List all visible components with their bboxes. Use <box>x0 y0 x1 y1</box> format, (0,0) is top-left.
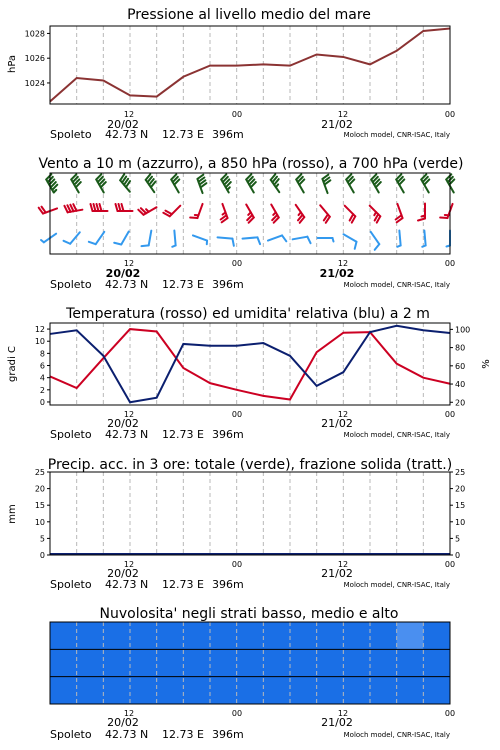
rh-y-ticks <box>450 325 470 407</box>
wind-barb-700hpa <box>396 174 404 192</box>
model-credit: Moloch model, CNR-ISAC, Italy <box>343 281 450 289</box>
cloud-cell <box>423 677 450 704</box>
wind-barb-700hpa <box>146 174 156 192</box>
wind-barb-staff <box>399 231 400 246</box>
wind-barb-10m <box>193 235 207 244</box>
wind-barb-feather <box>375 244 380 250</box>
wind-barb-half-feather <box>333 238 334 242</box>
wind-barb-half-feather <box>172 245 175 246</box>
cloud-x-tick-label: 12 <box>337 709 349 718</box>
wind-barb-half-feather <box>223 212 226 214</box>
cloud-panel <box>50 606 455 741</box>
temp-rh-x-tick-label: 12 <box>123 410 135 419</box>
wind-barb-half-feather <box>397 245 400 246</box>
station-lon: 12.73 E <box>162 278 204 291</box>
cloud-station-info <box>50 728 244 741</box>
wind-barb-feather <box>418 219 425 221</box>
precip-y-tick-label-right: 15 <box>455 501 466 511</box>
wind-barb-half-feather <box>273 212 276 215</box>
wind-barb-700hpa <box>71 174 81 192</box>
wind-barb-700hpa <box>120 174 130 192</box>
wind-barb-850hpa <box>246 205 254 223</box>
pressure-x-tick-label: 00 <box>444 110 456 119</box>
wind-barb-10m <box>141 231 151 247</box>
wind-barb-850hpa <box>64 204 82 212</box>
wind-barb-700hpa <box>46 174 57 192</box>
wind-barb-10m <box>344 234 357 249</box>
station-lon: 12.73 E <box>162 428 204 441</box>
wind-barb-10m <box>318 238 334 242</box>
station-lon: 12.73 E <box>162 728 204 741</box>
wind-barb-half-feather <box>248 212 251 215</box>
cloud-cell <box>237 622 264 649</box>
cloud-cell <box>397 649 424 676</box>
rh-y-axis-label: % <box>481 359 492 369</box>
cloud-cell <box>77 649 104 676</box>
wind-barb-10m <box>447 231 451 247</box>
precip-x-tick-label: 00 <box>231 560 243 569</box>
temp-rh-x-tick-label: 00 <box>444 410 456 419</box>
temp-y-tick-label: 10 <box>34 337 45 347</box>
cloud-cell <box>50 622 77 649</box>
wind-barb-850hpa <box>138 207 156 215</box>
wind-barb-feather <box>94 204 96 211</box>
wind-barb-850hpa <box>418 204 425 221</box>
pressure-y-tick-label: 1026 <box>24 54 45 64</box>
station-alt: 396m <box>212 728 244 741</box>
cloud-cell <box>290 677 317 704</box>
temp-y-axis-label: gradi C <box>7 346 18 382</box>
cloud-cell <box>50 649 77 676</box>
precip-y-tick-label: 20 <box>34 484 45 494</box>
cloud-cell <box>290 622 317 649</box>
wind-barb-half-feather <box>54 190 57 193</box>
wind-barb-half-feather <box>422 245 425 246</box>
wind-barb-feather <box>440 218 447 219</box>
cloud-x-tick-label: 00 <box>444 709 456 718</box>
cloud-cell <box>130 622 157 649</box>
wind-barb-half-feather <box>374 212 376 215</box>
wind-barb-850hpa <box>39 207 57 214</box>
cloud-cell <box>157 622 184 649</box>
station-lon: 12.73 E <box>162 578 204 591</box>
wind-barb-feather <box>97 204 99 211</box>
wind-barb-10m <box>41 234 56 243</box>
cloud-cells <box>50 622 451 704</box>
station-name: Spoleto <box>50 428 92 441</box>
temperature-line <box>50 329 450 399</box>
cloud-cell <box>183 622 210 649</box>
wind-barb-feather <box>307 237 310 244</box>
pressure-station-info <box>50 128 244 141</box>
wind-barbs <box>39 174 455 250</box>
wind-barb-700hpa <box>197 175 206 193</box>
cloud-cell <box>423 649 450 676</box>
temp-y-tick-label: 2 <box>39 385 45 395</box>
pressure-chart-title: Pressione al livello medio del mare <box>127 7 371 23</box>
pressure-panel <box>7 7 455 141</box>
wind-date-label: 20/02 <box>105 267 141 280</box>
temp-y-ticks <box>35 325 50 407</box>
temp-rh-date-label: 21/02 <box>321 417 353 430</box>
wind-chart-title: Vento a 10 m (azzurro), a 850 hPa (rosso), a 700 hPa (verde) <box>38 156 464 172</box>
station-alt: 396m <box>212 428 244 441</box>
cloud-cell <box>370 649 397 676</box>
wind-barb-850hpa <box>91 204 108 211</box>
wind-barb-10m <box>114 232 129 245</box>
wind-barb-half-feather <box>422 216 426 217</box>
wind-barb-feather <box>141 245 148 246</box>
precip-chart-title: Precip. acc. in 3 ore: totale (verde), frazione solida (tratt.) <box>47 457 453 473</box>
wind-barb-feather <box>91 204 93 211</box>
wind-barb-half-feather <box>447 246 451 247</box>
cloud-x-tick-label: 00 <box>231 709 243 718</box>
precip-grid <box>77 472 424 555</box>
wind-barb-feather <box>232 239 233 246</box>
temp-rh-date-label: 20/02 <box>107 417 139 430</box>
station-name: Spoleto <box>50 578 92 591</box>
wind-barb-10m <box>243 237 261 244</box>
cloud-cell <box>77 677 104 704</box>
temp-y-tick-label: 4 <box>39 373 45 383</box>
cloud-cell <box>263 677 290 704</box>
cloud-cell <box>210 677 237 704</box>
wind-barb-feather <box>119 204 121 211</box>
precip-y-ticks <box>35 468 465 560</box>
wind-barb-feather <box>257 237 260 244</box>
cloud-cell <box>77 622 104 649</box>
wind-barb-10m <box>422 231 425 247</box>
precip-y-tick-label-right: 10 <box>455 517 466 527</box>
temp-rh-x-tick-label: 12 <box>337 410 349 419</box>
station-lat: 42.73 N <box>105 728 149 741</box>
wind-barb-850hpa <box>345 206 356 223</box>
temp-y-tick-label: 6 <box>39 361 45 371</box>
pressure-date-label: 20/02 <box>107 118 139 131</box>
wind-barb-half-feather <box>41 240 44 242</box>
temp-rh-panel <box>7 306 492 441</box>
station-lat: 42.73 N <box>105 278 149 291</box>
wind-barb-staff <box>218 237 233 238</box>
precip-date-label: 20/02 <box>107 567 139 580</box>
wind-barb-850hpa <box>370 206 381 223</box>
cloud-cell <box>183 677 210 704</box>
wind-barb-850hpa <box>221 204 228 222</box>
pressure-y-ticks <box>25 29 50 88</box>
temp-rh-series <box>50 326 450 403</box>
cloud-cell <box>50 677 77 704</box>
cloud-cell <box>343 622 370 649</box>
station-alt: 396m <box>212 278 244 291</box>
cloud-cell <box>397 677 424 704</box>
wind-barb-700hpa <box>271 174 280 192</box>
wind-barb-850hpa <box>190 204 202 218</box>
temp-y-tick-label: 0 <box>39 397 45 407</box>
pressure-x-tick-label: 12 <box>337 110 349 119</box>
precip-panel <box>7 457 465 591</box>
precip-station-info <box>50 578 244 591</box>
pressure-y-tick-label: 1028 <box>24 29 45 39</box>
wind-x-tick-label: 12 <box>123 259 135 268</box>
wind-barb-850hpa <box>320 205 330 223</box>
wind-barb-half-feather <box>227 187 230 190</box>
wind-panel <box>38 156 463 291</box>
wind-x-tick-label: 12 <box>337 259 349 268</box>
wind-barb-700hpa <box>371 174 381 192</box>
wind-barb-staff <box>268 235 282 240</box>
wind-barb-700hpa <box>322 175 330 193</box>
wind-barb-850hpa <box>296 205 305 223</box>
station-lon: 12.73 E <box>162 128 204 141</box>
precip-y-tick-label-right: 25 <box>455 468 466 477</box>
wind-x-tick-label: 00 <box>231 259 243 268</box>
wind-barb-10m <box>64 232 80 243</box>
temp-y-tick-label: 12 <box>34 325 45 335</box>
wind-barb-feather <box>100 204 102 211</box>
wind-barb-feather <box>89 242 96 244</box>
wind-barb-10m <box>218 237 234 245</box>
cloud-chart-title: Nuvolosita' negli strati basso, medio e alto <box>99 606 399 622</box>
wind-barb-10m <box>268 235 286 241</box>
pressure-y-axis-label: hPa <box>7 54 18 74</box>
wind-barb-staff <box>149 231 152 246</box>
wind-station-info <box>50 278 244 291</box>
cloud-cell <box>317 677 344 704</box>
wind-barb-staff <box>193 235 207 240</box>
wind-barb-850hpa <box>440 204 452 218</box>
station-lat: 42.73 N <box>105 578 149 591</box>
precip-y-tick-label: 0 <box>39 551 45 560</box>
wind-barb-staff <box>371 232 380 244</box>
station-name: Spoleto <box>50 128 92 141</box>
wind-barb-half-feather <box>146 209 149 212</box>
wind-barb-feather <box>190 218 197 219</box>
wind-barb-10m <box>89 232 104 244</box>
wind-barb-700hpa <box>221 174 231 192</box>
wind-barb-feather <box>116 204 118 211</box>
wind-barb-staff <box>174 231 175 246</box>
cloud-cell <box>343 677 370 704</box>
model-credit: Moloch model, CNR-ISAC, Italy <box>343 731 450 739</box>
temp-y-tick-label: 8 <box>39 349 45 359</box>
station-alt: 396m <box>212 128 244 141</box>
wind-barb-feather <box>114 243 121 245</box>
cloud-cell <box>130 677 157 704</box>
cloud-cell <box>103 649 130 676</box>
wind-barb-700hpa <box>96 174 106 192</box>
cloud-cell <box>237 677 264 704</box>
precip-y-tick-label: 5 <box>39 534 45 544</box>
wind-barb-10m <box>172 231 175 247</box>
cloud-cell <box>183 649 210 676</box>
station-lat: 42.73 N <box>105 428 149 441</box>
model-credit: Moloch model, CNR-ISAC, Italy <box>343 131 450 139</box>
wind-barb-feather <box>122 204 124 211</box>
cloud-cell <box>157 649 184 676</box>
cloud-cell <box>103 622 130 649</box>
rh-y-tick-label: 40 <box>455 380 466 390</box>
cloud-cell <box>317 649 344 676</box>
wind-barb-feather <box>355 242 357 249</box>
wind-barb-staff <box>243 237 258 238</box>
precip-date-label: 21/02 <box>321 567 353 580</box>
model-credit: Moloch model, CNR-ISAC, Italy <box>343 581 450 589</box>
cloud-cell <box>130 649 157 676</box>
wind-barb-staff <box>293 237 308 240</box>
wind-barb-10m <box>397 231 400 247</box>
wind-barb-10m <box>293 237 311 244</box>
wind-barb-700hpa <box>171 174 179 192</box>
station-lat: 42.73 N <box>105 128 149 141</box>
wind-date-label: 21/02 <box>319 267 355 280</box>
wind-barb-850hpa <box>271 205 279 223</box>
precip-y-tick-label-right: 20 <box>455 484 466 494</box>
temp-rh-x-tick-label: 00 <box>231 410 243 419</box>
precip-y-tick-label: 10 <box>34 517 45 527</box>
cloud-cell <box>423 622 450 649</box>
temp-rh-station-info <box>50 428 244 441</box>
cloud-cell <box>343 649 370 676</box>
pressure-x-tick-label: 12 <box>123 110 135 119</box>
precip-y-tick-label: 15 <box>34 501 45 511</box>
wind-barb-feather <box>282 235 286 241</box>
cloud-cell <box>237 649 264 676</box>
cloud-cell <box>317 622 344 649</box>
wind-barb-850hpa <box>163 206 180 217</box>
cloud-cell <box>290 649 317 676</box>
precip-x-tick-label: 12 <box>337 560 349 569</box>
pressure-x-tick-label: 00 <box>231 110 243 119</box>
temp-rh-chart-title: Temperatura (rosso) ed umidita' relativa (blu) a 2 m <box>66 306 430 322</box>
cloud-cell <box>263 649 290 676</box>
wind-x-tick-label: 00 <box>444 259 456 268</box>
wind-barb-700hpa <box>246 174 256 192</box>
wind-barb-700hpa <box>346 174 354 192</box>
rh-y-tick-label: 20 <box>455 398 466 408</box>
cloud-cell <box>103 677 130 704</box>
cloud-cell <box>370 622 397 649</box>
pressure-series <box>50 28 450 101</box>
precip-plot-frame <box>50 472 450 555</box>
precip-y-axis-label: mm <box>7 504 18 524</box>
wind-barb-850hpa <box>396 204 403 222</box>
station-alt: 396m <box>212 578 244 591</box>
wind-barb-staff <box>344 234 357 242</box>
wind-barb-half-feather <box>276 184 278 187</box>
station-name: Spoleto <box>50 728 92 741</box>
cloud-cell <box>210 622 237 649</box>
cloud-cell <box>397 622 424 649</box>
cloud-cell <box>210 649 237 676</box>
wind-barb-10m <box>371 232 380 250</box>
cloud-date-label: 20/02 <box>107 716 139 729</box>
wind-barb-half-feather <box>299 212 301 215</box>
rh-y-tick-label: 80 <box>455 343 466 353</box>
cloud-date-label: 21/02 <box>321 716 353 729</box>
cloud-cell <box>157 677 184 704</box>
pressure-y-tick-label: 1024 <box>24 78 45 88</box>
cloud-x-tick-label: 12 <box>123 709 135 718</box>
wind-barb-feather <box>64 241 71 244</box>
cloud-cell <box>370 677 397 704</box>
pressure-date-label: 21/02 <box>321 118 353 131</box>
rh-y-tick-label: 60 <box>455 361 466 371</box>
precip-y-tick-label: 25 <box>34 468 45 477</box>
cloud-cell <box>263 622 290 649</box>
humidity-line <box>50 326 450 403</box>
wind-barb-staff <box>424 231 425 246</box>
wind-barb-staff <box>70 232 80 243</box>
pressure-line <box>50 28 450 101</box>
precip-y-tick-label-right: 5 <box>455 534 461 544</box>
precip-x-tick-label: 12 <box>123 560 135 569</box>
model-credit: Moloch model, CNR-ISAC, Italy <box>343 431 450 439</box>
rh-y-tick-label: 100 <box>455 325 471 335</box>
wind-barb-700hpa <box>296 174 304 192</box>
wind-barb-700hpa <box>421 174 429 192</box>
wind-barb-staff <box>121 232 129 245</box>
precip-x-tick-label: 00 <box>444 560 456 569</box>
precip-y-tick-label-right: 0 <box>455 551 461 560</box>
station-name: Spoleto <box>50 278 92 291</box>
